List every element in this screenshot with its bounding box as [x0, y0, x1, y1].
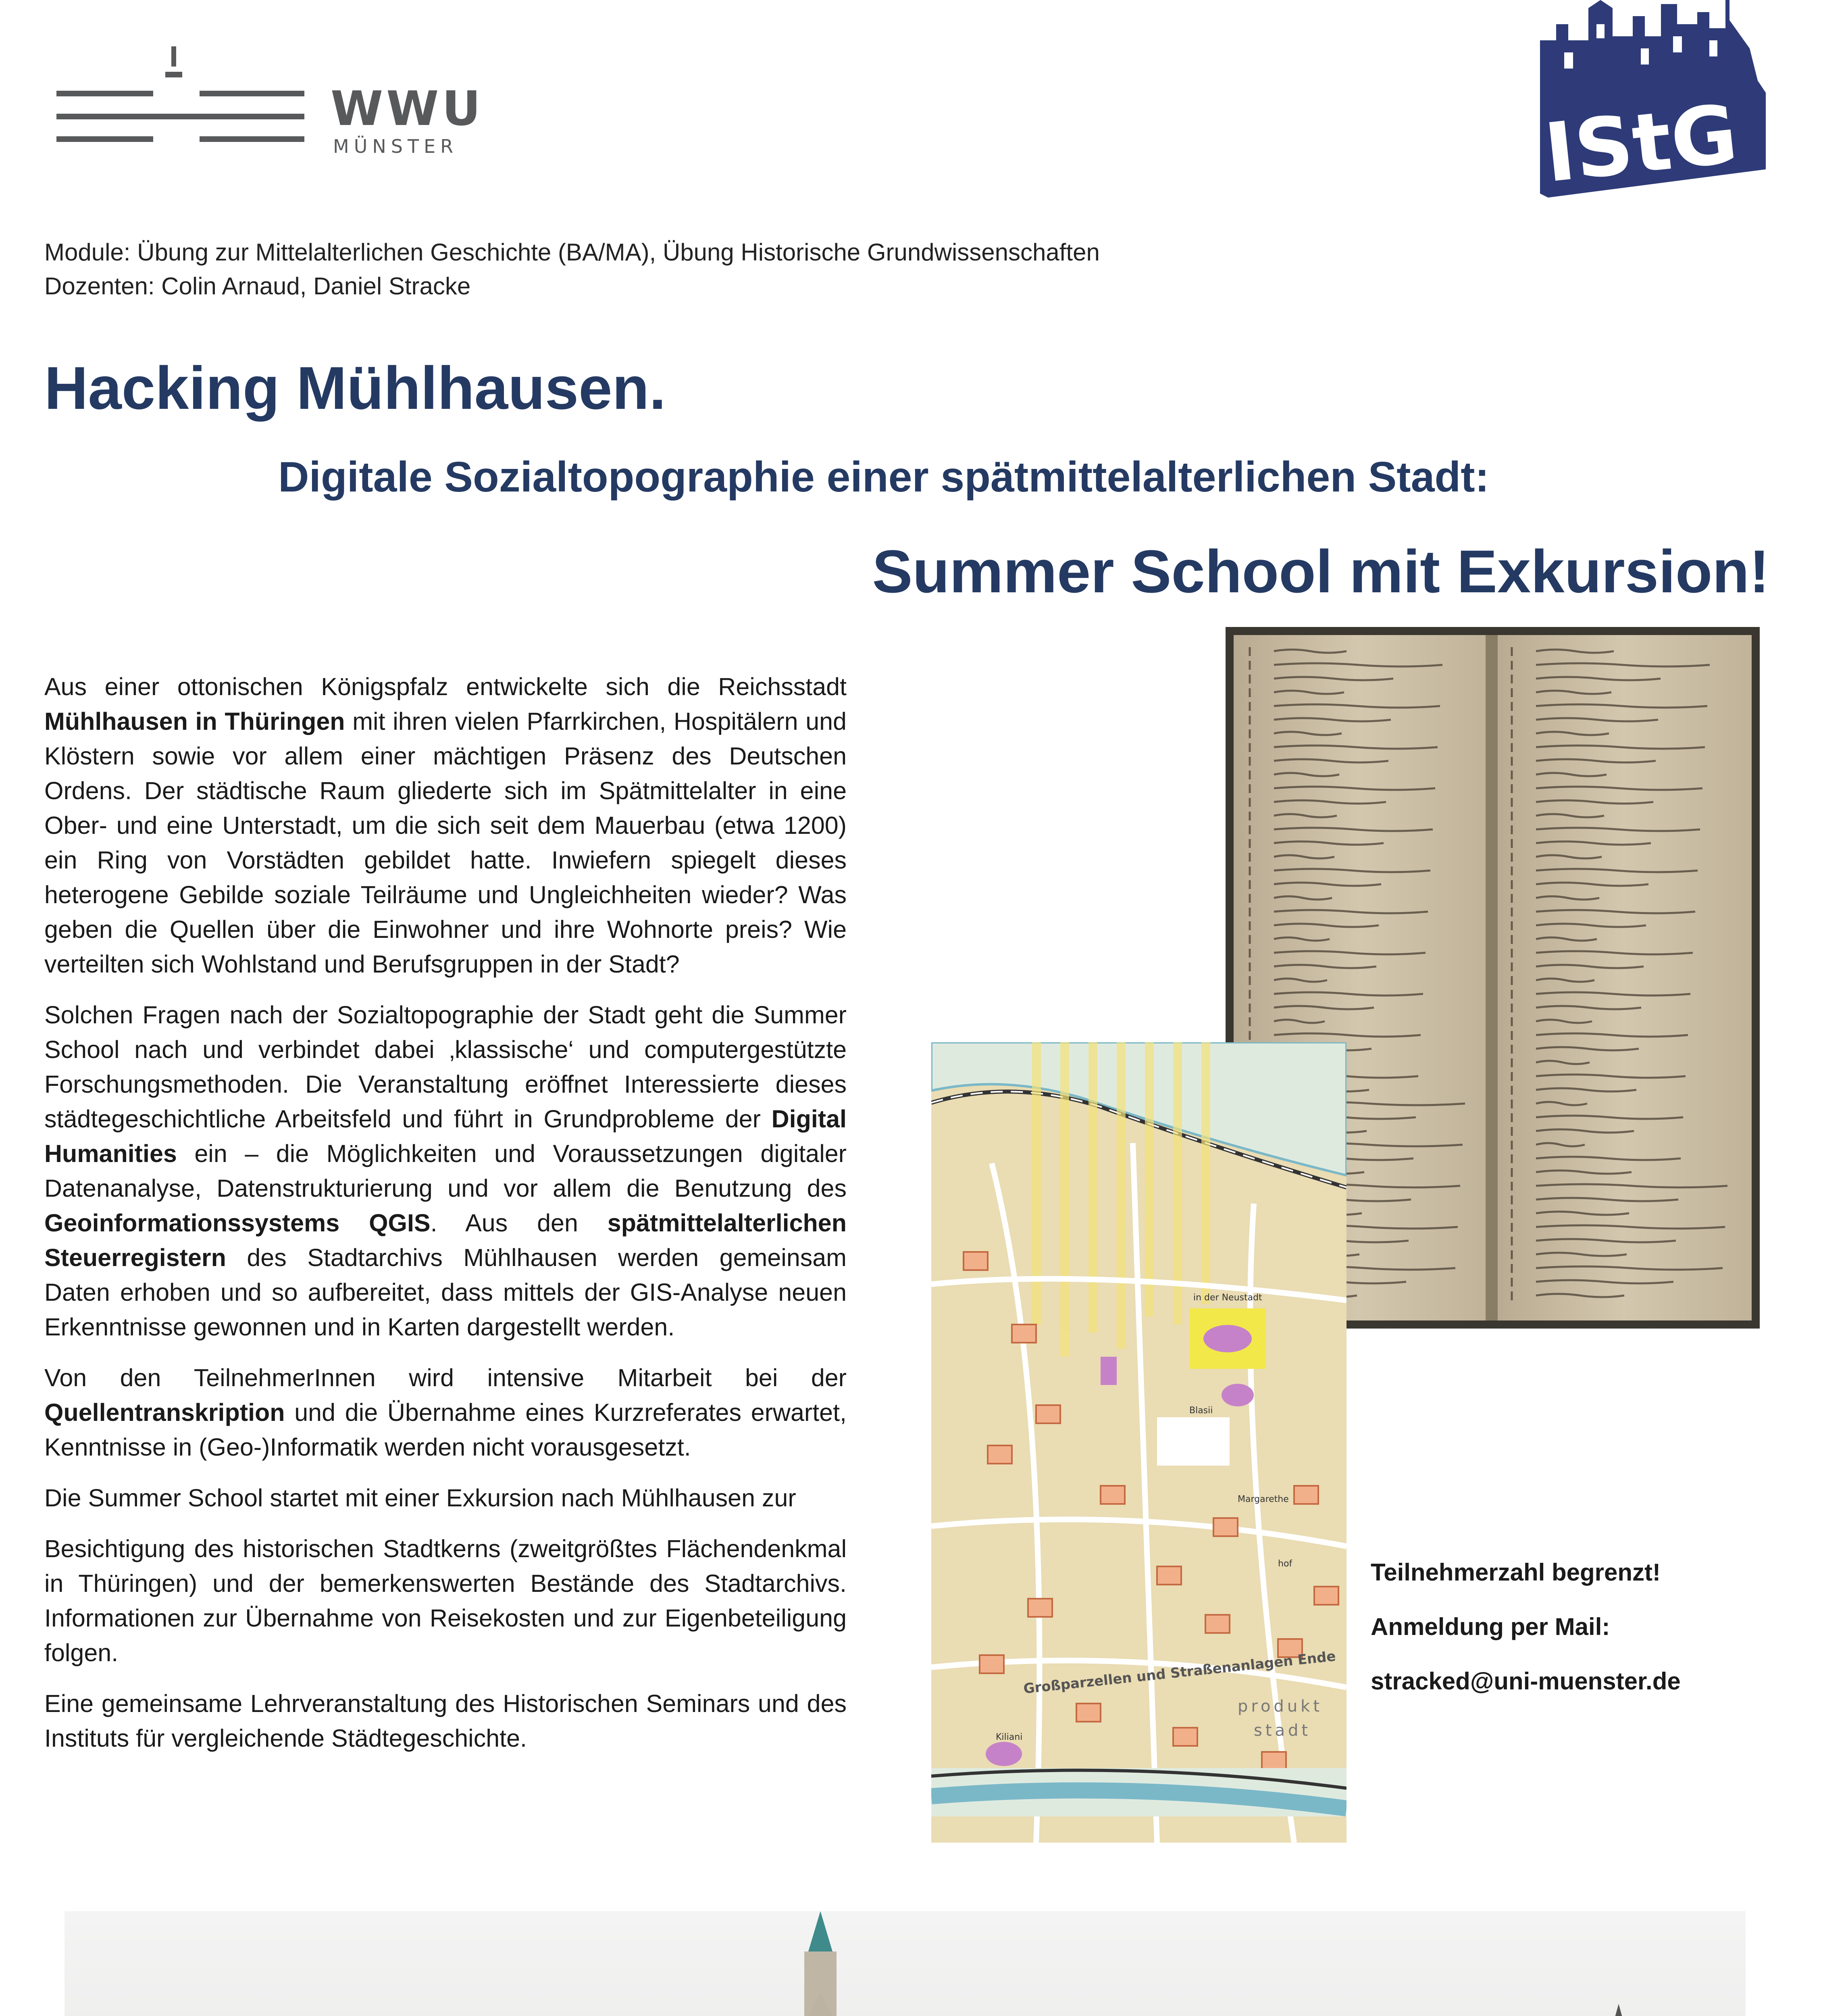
panorama-image	[65, 1911, 1746, 2016]
wwu-logo-bar	[56, 91, 153, 96]
map-label: Großparzellen und Straßenanlagen Ende	[1022, 1648, 1337, 1697]
wwu-logo-mark	[165, 72, 182, 77]
module-line: Module: Übung zur Mittelalterlichen Geschichte (BA/MA), Übung Historische Grundwissenschaften	[44, 239, 1100, 266]
wwu-logo-mark	[171, 46, 176, 67]
paragraph: Von den TeilnehmerInnen wird intensive Mitarbeit bei der Quellentranskription und die Übernahme eines Kurzreferates erwartet, Kenntnisse in (Geo-)Informatik werden nicht vorausgesetzt.	[44, 1364, 847, 1461]
map-label: Kiliani	[996, 1732, 1023, 1742]
map-image	[931, 1042, 1347, 1843]
map-label: Blasii	[1189, 1406, 1213, 1416]
map-label: produkt	[1238, 1697, 1323, 1716]
lecturers-line: Dozenten: Colin Arnaud, Daniel Stracke	[44, 273, 471, 300]
istg-logo-text: IStG	[1540, 87, 1742, 201]
registration-label: Anmeldung per Mail:	[1371, 1613, 1610, 1640]
page-title: Hacking Mühlhausen.	[44, 354, 666, 422]
wwu-logo-bar	[200, 91, 304, 96]
summer-school-heading: Summer School mit Exkursion!	[872, 537, 1769, 605]
paragraph: Solchen Fragen nach der Sozialtopographie der Stadt geht die Summer School nach und verbindet dabei ‚klassische‘ und computergestützte Forschungsmethoden. Die Veranstaltung eröffnet Interessierte dieses städtegeschichtliche Arbeitsfeld und führt in Grundprobleme der Digital Humanities ein – die Möglichkeiten und Voraussetzungen digitaler Datenanalyse, Datenstrukturierung und vor allem die Benutzung des Geoinformationssystems QGIS. Aus den spätmittelalterlichen Steuerregistern des Stadtarchivs Mühlhausen werden gemeinsam Daten erhoben und so aufbereitet, dass mittels der GIS-Analyse neuen Erkenntnisse gewonnen und in Karten dargestellt werden.	[44, 1001, 847, 1341]
map-label: Margarethe	[1238, 1494, 1289, 1504]
map-label: hof	[1278, 1559, 1292, 1569]
wwu-logo-bar	[200, 136, 304, 142]
registration-email[interactable]: stracked@uni-muenster.de	[1371, 1668, 1681, 1695]
wwu-logo-bar	[56, 136, 153, 142]
paragraph: Eine gemeinsame Lehrveranstaltung des Historischen Seminars und des Instituts für vergleichende Städtegeschichte.	[44, 1690, 847, 1752]
page-subtitle: Digitale Sozialtopographie einer spätmittelalterlichen Stadt:	[278, 453, 1489, 501]
wwu-logo-text: WWU	[331, 81, 484, 136]
body-text	[44, 669, 847, 1772]
wwu-logo-bar	[56, 114, 304, 119]
istg-logo	[1540, 0, 1774, 214]
paragraph: Aus einer ottonischen Königspfalz entwickelte sich die Reichsstadt Mühlhausen in Thüringen mit ihren vielen Pfarrkirchen, Hospitälern und Klöstern sowie vor allem einer mächtigen Präsenz des Deutschen Ordens. Der städtische Raum gliederte sich im Spätmittelalter in eine Ober- und eine Unterstadt, um die sich seit dem Mauerbau (etwa 1200) ein Ring von Vorstädten gebildet hatte. Inwiefern spiegelt dieses heterogene Gebilde soziale Teilräume und Ungleichheiten wieder? Was geben die Quellen über die Einwohner und ihre Wohnorte preis? Wie verteilten sich Wohlstand und Berufsgruppen in der Stadt?	[44, 673, 847, 978]
participant-limit: Teilnehmerzahl begrenzt!	[1371, 1559, 1661, 1586]
paragraph: Die Summer School startet mit einer Exkursion nach Mühlhausen zur	[44, 1484, 796, 1512]
wwu-logo-subtext: MÜNSTER	[333, 135, 458, 157]
map-label: in der Neustadt	[1193, 1293, 1262, 1303]
paragraph: Besichtigung des historischen Stadtkerns (zweitgrößtes Flächendenkmal in Thüringen) und der bemerkenswerten Bestände des Stadtarchivs. Informationen zur Übernahme von Reisekosten und zur Eigenbeteiligung folgen.	[44, 1535, 847, 1666]
map-label: stadt	[1254, 1721, 1311, 1740]
